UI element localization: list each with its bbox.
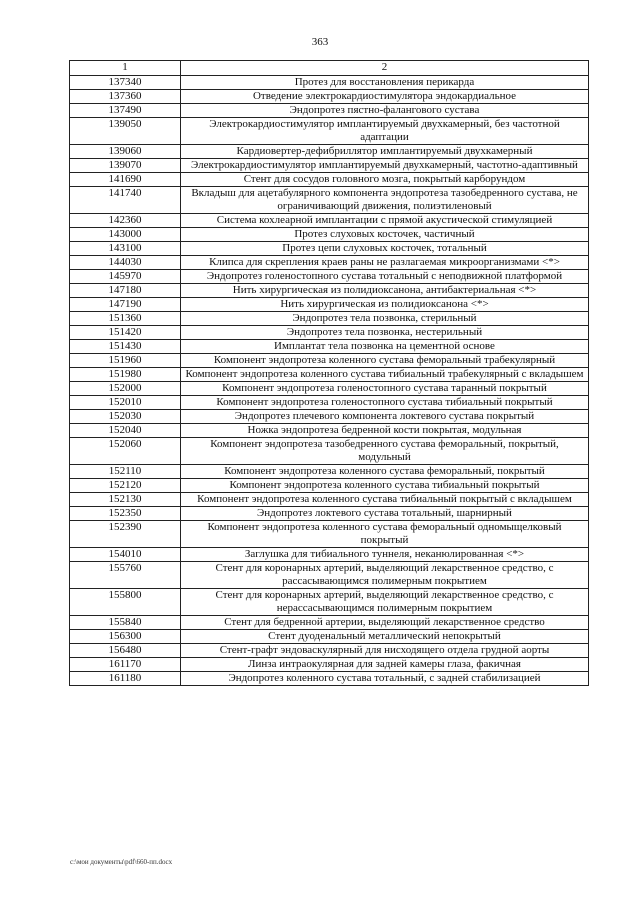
row-description: Компонент эндопротеза коленного сустава феморальный одномыщелковый покрытый (181, 521, 589, 548)
table-row (70, 312, 589, 326)
table-row (70, 507, 589, 521)
table-row (70, 340, 589, 354)
row-description: Электрокардиостимулятор имплантируемый двухкамерный, без частотной адаптации (181, 118, 589, 145)
row-description: Стент для коронарных артерий, выделяющий лекарственное средство, с рассасывающимся полимерным покрытием (181, 562, 589, 589)
row-code: 155800 (70, 589, 181, 616)
table-row (70, 658, 589, 672)
row-code: 139070 (70, 159, 181, 173)
table-row (70, 410, 589, 424)
row-code: 147180 (70, 284, 181, 298)
row-code: 152010 (70, 396, 181, 410)
column-header-1: 1 (70, 61, 181, 76)
row-code: 137360 (70, 90, 181, 104)
column-header-2: 2 (181, 61, 589, 76)
table-row (70, 589, 589, 616)
table-row (70, 173, 589, 187)
row-code: 151960 (70, 354, 181, 368)
table-row (70, 672, 589, 686)
table-row (70, 644, 589, 658)
row-description: Ножка эндопротеза бедренной кости покрытая, модульная (181, 424, 589, 438)
table-row (70, 104, 589, 118)
table-header-row (70, 61, 589, 76)
row-code: 152120 (70, 479, 181, 493)
document-table (69, 60, 589, 686)
table-row (70, 270, 589, 284)
row-description: Кардиовертер-дефибриллятор имплантируемый двухкамерный (181, 145, 589, 159)
table-row (70, 382, 589, 396)
row-description: Компонент эндопротеза коленного сустава тибиальный покрытый (181, 479, 589, 493)
row-code: 152390 (70, 521, 181, 548)
row-description: Стент для бедренной артерии, выделяющий лекарственное средство (181, 616, 589, 630)
row-description: Эндопротез тела позвонка, стерильный (181, 312, 589, 326)
row-code: 147190 (70, 298, 181, 312)
table-row (70, 616, 589, 630)
row-code: 143000 (70, 228, 181, 242)
row-code: 156300 (70, 630, 181, 644)
table-row (70, 493, 589, 507)
table-row (70, 214, 589, 228)
row-code: 137340 (70, 76, 181, 90)
table-row (70, 548, 589, 562)
row-code: 141740 (70, 187, 181, 214)
row-description: Электрокардиостимулятор имплантируемый двухкамерный, частотно-адаптивный (181, 159, 589, 173)
row-code: 137490 (70, 104, 181, 118)
page-number: 363 (311, 36, 329, 48)
table-row (70, 438, 589, 465)
table-row (70, 284, 589, 298)
row-description: Линза интраокулярная для задней камеры глаза, факичная (181, 658, 589, 672)
row-code: 152130 (70, 493, 181, 507)
row-description: Отведение электрокардиостимулятора эндокардиальное (181, 90, 589, 104)
row-code: 141690 (70, 173, 181, 187)
row-code: 151360 (70, 312, 181, 326)
row-code: 152030 (70, 410, 181, 424)
row-description: Компонент эндопротеза голеностопного сустава таранный покрытый (181, 382, 589, 396)
row-description: Система кохлеарной имплантации с прямой акустической стимуляцией (181, 214, 589, 228)
table-row (70, 145, 589, 159)
row-description: Протез цепи слуховых косточек, тотальный (181, 242, 589, 256)
row-code: 139050 (70, 118, 181, 145)
row-description: Вкладыш для ацетабулярного компонента эндопротеза тазобедренного сустава, не ограничивающий движения, полиэтиленовый (181, 187, 589, 214)
row-description: Стент-графт эндоваскулярный для нисходящего отдела грудной аорты (181, 644, 589, 658)
row-code: 155840 (70, 616, 181, 630)
row-code: 152060 (70, 438, 181, 465)
table-row (70, 90, 589, 104)
footer-file-path: c:\мои документы\pdf\660-пп.docx (70, 858, 173, 866)
row-code: 156480 (70, 644, 181, 658)
row-description: Стент дуоденальный металлический непокрытый (181, 630, 589, 644)
row-description: Стент для сосудов головного мозга, покрытый карборундом (181, 173, 589, 187)
row-code: 152040 (70, 424, 181, 438)
row-description: Клипса для скрепления краев раны не разлагаемая микроорганизмами <*> (181, 256, 589, 270)
table-row (70, 562, 589, 589)
table-row (70, 368, 589, 382)
row-description: Заглушка для тибиального туннеля, неканюлированная <*> (181, 548, 589, 562)
row-code: 142360 (70, 214, 181, 228)
row-description: Эндопротез голеностопного сустава тотальный с неподвижной платформой (181, 270, 589, 284)
table-row (70, 630, 589, 644)
row-description: Компонент эндопротеза тазобедренного сустава феморальный, покрытый, модульный (181, 438, 589, 465)
row-code: 152350 (70, 507, 181, 521)
table-row (70, 424, 589, 438)
table-row (70, 521, 589, 548)
table-row (70, 465, 589, 479)
table-row (70, 256, 589, 270)
table-row (70, 298, 589, 312)
row-description: Протез слуховых косточек, частичный (181, 228, 589, 242)
row-code: 151430 (70, 340, 181, 354)
table-row (70, 76, 589, 90)
row-description: Компонент эндопротеза голеностопного сустава тибиальный покрытый (181, 396, 589, 410)
row-description: Эндопротез локтевого сустава тотальный, шарнирный (181, 507, 589, 521)
row-code: 161180 (70, 672, 181, 686)
table-row (70, 326, 589, 340)
row-description: Компонент эндопротеза коленного сустава феморальный трабекулярный (181, 354, 589, 368)
row-description: Компонент эндопротеза коленного сустава тибиальный трабекулярный с вкладышем (181, 368, 589, 382)
row-code: 154010 (70, 548, 181, 562)
row-description: Стент для коронарных артерий, выделяющий лекарственное средство, с нерассасывающимся полимерным покрытием (181, 589, 589, 616)
row-code: 145970 (70, 270, 181, 284)
row-description: Эндопротез коленного сустава тотальный, с задней стабилизацией (181, 672, 589, 686)
row-code: 151420 (70, 326, 181, 340)
row-description: Имплантат тела позвонка на цементной основе (181, 340, 589, 354)
table-row (70, 396, 589, 410)
table-row (70, 159, 589, 173)
row-description: Компонент эндопротеза коленного сустава тибиальный покрытый с вкладышем (181, 493, 589, 507)
table-row (70, 242, 589, 256)
row-description: Эндопротез тела позвонка, нестерильный (181, 326, 589, 340)
table-row (70, 187, 589, 214)
row-code: 143100 (70, 242, 181, 256)
row-description: Компонент эндопротеза коленного сустава феморальный, покрытый (181, 465, 589, 479)
row-code: 144030 (70, 256, 181, 270)
row-description: Эндопротез пястно-фалангового сустава (181, 104, 589, 118)
table-row (70, 354, 589, 368)
table-row (70, 228, 589, 242)
row-description: Протез для восстановления перикарда (181, 76, 589, 90)
row-code: 155760 (70, 562, 181, 589)
row-code: 152110 (70, 465, 181, 479)
table-row (70, 479, 589, 493)
row-description: Нить хирургическая из полидиоксанона <*> (181, 298, 589, 312)
row-description: Нить хирургическая из полидиоксанона, антибактериальная <*> (181, 284, 589, 298)
row-code: 161170 (70, 658, 181, 672)
table-row (70, 118, 589, 145)
row-code: 139060 (70, 145, 181, 159)
row-code: 151980 (70, 368, 181, 382)
row-code: 152000 (70, 382, 181, 396)
row-description: Эндопротез плечевого компонента локтевого сустава покрытый (181, 410, 589, 424)
